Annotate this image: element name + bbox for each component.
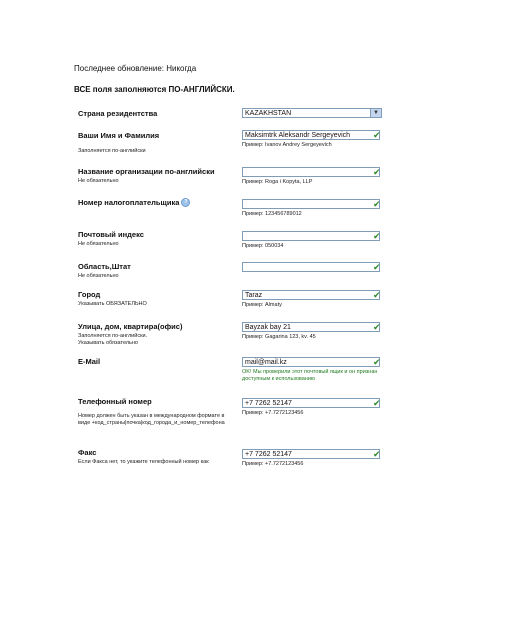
check-icon: ✔ bbox=[373, 199, 381, 209]
street-label: Улица, дом, квартира(офис) bbox=[78, 322, 183, 331]
email-field bbox=[242, 357, 382, 384]
country-select[interactable] bbox=[242, 108, 382, 118]
postal-code-hint: Не обязательно bbox=[78, 241, 119, 247]
organization-input[interactable] bbox=[242, 167, 380, 177]
email-ok-message: OK! Мы проверили этот почтовый ящик и он признан доступным к использованию bbox=[242, 369, 378, 383]
phone-label: Телефонный номер bbox=[78, 397, 152, 406]
last-update-text: Последнее обновление: Никогда bbox=[74, 64, 197, 73]
phone-field bbox=[242, 398, 382, 416]
check-icon: ✔ bbox=[373, 398, 381, 408]
fax-input[interactable]: +7 7262 52147 bbox=[242, 449, 380, 459]
city-hint: Указывать ОБЯЗАТЕЛЬНО bbox=[78, 301, 147, 307]
city-example: Пример: Almaty bbox=[242, 302, 282, 308]
name-example: Пример: Ivanov Andrey Sergeyevich bbox=[242, 142, 332, 148]
country-selected-value: KAZAKHSTAN bbox=[245, 110, 292, 117]
postal-code-field bbox=[242, 231, 382, 249]
region-input[interactable] bbox=[242, 262, 380, 272]
check-icon: ✔ bbox=[373, 167, 381, 177]
phone-input[interactable]: +7 7262 52147 bbox=[242, 398, 380, 408]
country-label: Страна резидентства bbox=[78, 109, 158, 118]
all-fields-english-note: ВСЕ поля заполняются ПО-АНГЛИЙСКИ. bbox=[74, 85, 235, 94]
city-field bbox=[242, 290, 382, 308]
postal-code-input[interactable] bbox=[242, 231, 380, 241]
fax-example: Пример: +7.7272123456 bbox=[242, 461, 304, 467]
check-icon: ✔ bbox=[373, 322, 381, 332]
organization-hint: Не обязательно bbox=[78, 178, 119, 184]
email-label: E-Mail bbox=[78, 357, 101, 366]
tax-number-label: Номер налогоплательщика ? bbox=[78, 198, 388, 207]
help-icon[interactable]: ? bbox=[181, 198, 190, 207]
organization-field bbox=[242, 167, 382, 185]
check-icon: ✔ bbox=[373, 262, 381, 272]
phone-example: Пример: +7.7272123456 bbox=[242, 410, 304, 416]
region-hint: Не обязательно bbox=[78, 273, 119, 279]
check-icon: ✔ bbox=[373, 449, 381, 459]
country-field bbox=[242, 108, 382, 118]
chevron-down-icon[interactable]: ▼ bbox=[370, 109, 381, 117]
street-field bbox=[242, 322, 382, 340]
check-icon: ✔ bbox=[373, 290, 381, 300]
city-label: Город bbox=[78, 290, 101, 299]
tax-number-input[interactable] bbox=[242, 199, 380, 209]
email-input[interactable]: mail@mail.kz bbox=[242, 357, 380, 367]
name-label: Ваши Имя и Фамилия bbox=[78, 131, 160, 140]
tax-number-example: Пример: 123456789012 bbox=[242, 211, 302, 217]
organization-example: Пример: Roga i Kopyta, LLP bbox=[242, 179, 313, 185]
postal-code-example: Пример: 050034 bbox=[242, 243, 284, 249]
region-field bbox=[242, 262, 382, 272]
tax-number-field bbox=[242, 199, 382, 217]
name-hint: Заполняется по-английски bbox=[78, 148, 146, 154]
fax-label: Факс bbox=[78, 448, 97, 457]
fax-field bbox=[242, 449, 382, 467]
street-hint-english: Заполняется по-английски. bbox=[78, 333, 148, 339]
street-hint-required: Указывать обязательно bbox=[78, 340, 138, 347]
name-input[interactable]: Maksimtrk Aleksandr Sergeyevich bbox=[242, 130, 380, 140]
street-example: Пример: Gagarina 123, kv. 45 bbox=[242, 334, 316, 340]
organization-label: Название организации по-английски bbox=[78, 167, 215, 176]
region-label: Область,Штат bbox=[78, 262, 131, 271]
fax-hint: Если Факса нет, то укажите телефонный номер как bbox=[78, 459, 209, 465]
postal-code-label: Почтовый индекс bbox=[78, 230, 144, 239]
city-input[interactable]: Taraz bbox=[242, 290, 380, 300]
check-icon: ✔ bbox=[373, 130, 381, 140]
check-icon: ✔ bbox=[373, 231, 381, 241]
check-icon: ✔ bbox=[373, 357, 381, 367]
name-field bbox=[242, 130, 382, 148]
street-input[interactable]: Bayzak bay 21 bbox=[242, 322, 380, 332]
phone-hint: Номер должен быть указан в международном формате в виде +код_страны|почка|код_города_и_номер_телефона bbox=[78, 413, 225, 427]
